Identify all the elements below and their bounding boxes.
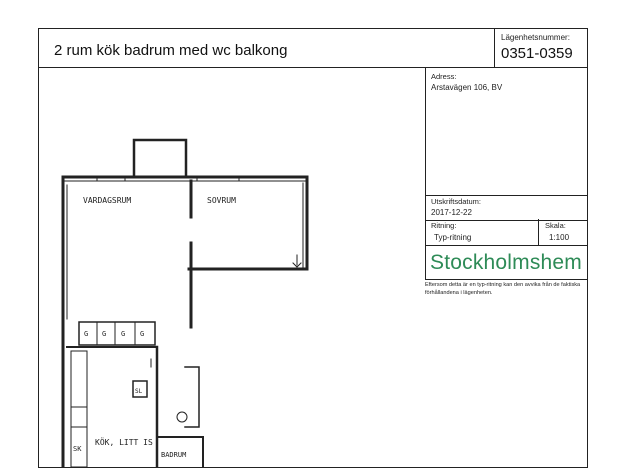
apartment-number-box — [494, 29, 588, 67]
print-date-label: Utskriftsdatum: — [431, 197, 482, 206]
room-label-kitchen: KÖK, LITT IS — [95, 438, 153, 447]
room-label-bathroom: BADRUM — [161, 451, 187, 459]
print-date-row — [426, 195, 588, 221]
room-label-living: VARDAGSRUM — [83, 196, 132, 205]
kitchen-sk-label: SK — [73, 445, 82, 453]
scale-label: Skala: — [545, 221, 566, 230]
scale-cell — [538, 219, 589, 245]
drawing-label: Ritning: — [431, 221, 457, 230]
closet-label-1: G — [84, 330, 89, 338]
drawing-row — [426, 219, 588, 246]
floorplan-sheet — [38, 28, 588, 468]
floorplan-drawing — [39, 67, 425, 467]
page-title: 2 rum kök badrum med wc balkong — [54, 42, 288, 59]
room-label-bedroom: SOVRUM — [207, 196, 236, 205]
balcony-outline — [134, 140, 186, 177]
apartment-number-value: 0351-0359 — [501, 45, 573, 62]
sheet-header — [39, 29, 587, 68]
drawing-value: Typ-ritning — [434, 233, 472, 242]
brand-logo: Stockholmshem — [430, 251, 582, 274]
closet-label-3: G — [121, 330, 126, 338]
stove-label: SL — [135, 388, 143, 395]
address-label: Adress: — [431, 72, 457, 81]
address-value: Arstavägen 106, BV — [431, 83, 503, 92]
print-date-value: 2017-12-22 — [431, 208, 472, 217]
info-panel — [425, 67, 588, 280]
disclaimer-text: Eftersom detta är en typ-ritning kan den avvika från de faktiska förhållandena i lägenheten. — [425, 282, 581, 296]
scale-value: 1:100 — [549, 233, 570, 242]
apartment-number-label: Lägenhetsnummer: — [501, 33, 570, 42]
closet-label-2: G — [102, 330, 107, 338]
closet-label-4: G — [140, 330, 145, 338]
